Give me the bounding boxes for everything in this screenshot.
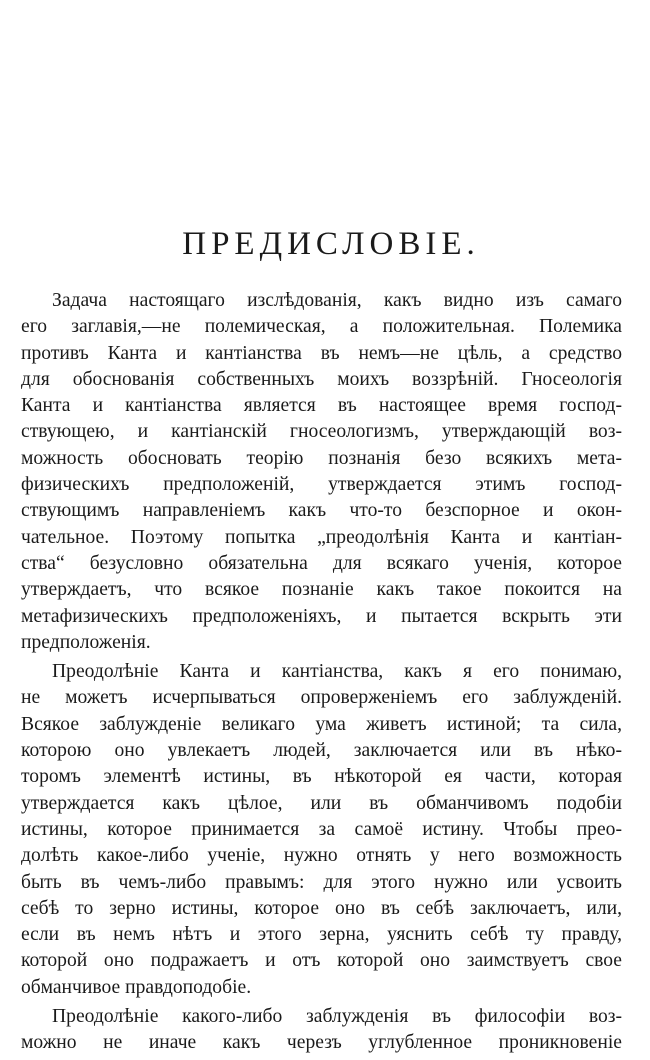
text-line: его заглавія,—не полемическая, а положительная. Полемика [21,316,622,338]
text-line: физическихъ предположеній, утверждается этимъ господ- [21,474,622,496]
text-line: ства“ безусловно обязательна для всякаго ученія, которое [21,552,622,574]
text-line: обманчивое правдоподобіе. [21,976,252,998]
paragraph-3 [21,1004,622,1057]
text-line: истины, которое принимается за самоё истину. Чтобы прео- [21,818,622,840]
text-line: утверждаетъ, что всякое познаніе какъ такое покоится на [21,579,622,601]
text-line: ствующимъ направленіемъ какъ что-то безспорное и окон- [21,500,622,522]
text-line: Всякое заблужденіе великаго ума живетъ истиной; та сила, [21,713,622,735]
body-text [21,288,622,1060]
text-line: не можетъ исчерпываться опроверженіемъ его заблужденій. [21,687,622,709]
text-line: можность обосновать теорію познанія безо всякихъ мета- [21,447,622,469]
text-line: Канта и кантіанства является въ настоящее время господ- [21,395,622,417]
text-line: если въ немъ нѣтъ и этого зерна, уяснить себѣ ту правду, [21,924,622,946]
text-line: быть въ чемъ-либо правымъ: для этого нужно или усвоить [21,871,622,893]
text-line: ствующею, и кантіанскій гносеологизмъ, утверждающій воз- [21,421,622,443]
text-line: противъ Канта и кантіанства въ немъ—не цѣль, а средство [21,342,622,364]
text-line: чательное. Поэтому попытка „преодолѣнія Канта и кантіан- [21,526,622,548]
text-line: себѣ то зерно истины, которое оно въ себѣ заключаетъ, или, [21,897,622,919]
text-line: можно не иначе какъ черезъ углубленное проникновеніе [21,1032,622,1054]
paragraph-2 [21,659,622,1001]
text-line: Преодолѣніе какого-либо заблужденія въ философіи воз- [52,1006,622,1028]
text-line: для обоснованія собственныхъ моихъ воззрѣній. Гносеологія [21,368,622,390]
text-line: которой оно подражаетъ и отъ которой оно заимствуетъ свое [21,950,622,972]
text-line: долѣть какое-либо ученіе, нужно отнять у него возможность [21,845,622,867]
page-title: ПРЕДИСЛОВІЕ. [182,226,480,262]
text-line: торомъ элементѣ истины, въ нѣкоторой ея части, которая [21,766,622,788]
text-line: Задача настоящаго изслѣдованія, какъ видно изъ самаго [52,290,622,311]
text-line: Преодолѣніе Канта и кантіанства, какъ я его понимаю, [52,661,622,683]
paragraph-1 [21,288,622,656]
text-line: предположенія. [21,631,151,653]
text-line: утверждается какъ цѣлое, или въ обманчивомъ подобіи [21,792,622,814]
text-line: метафизическихъ предположеніяхъ, и пытается вскрыть эти [21,605,622,627]
text-line: которою оно увлекаетъ людей, заключается или въ нѣко- [21,740,622,762]
